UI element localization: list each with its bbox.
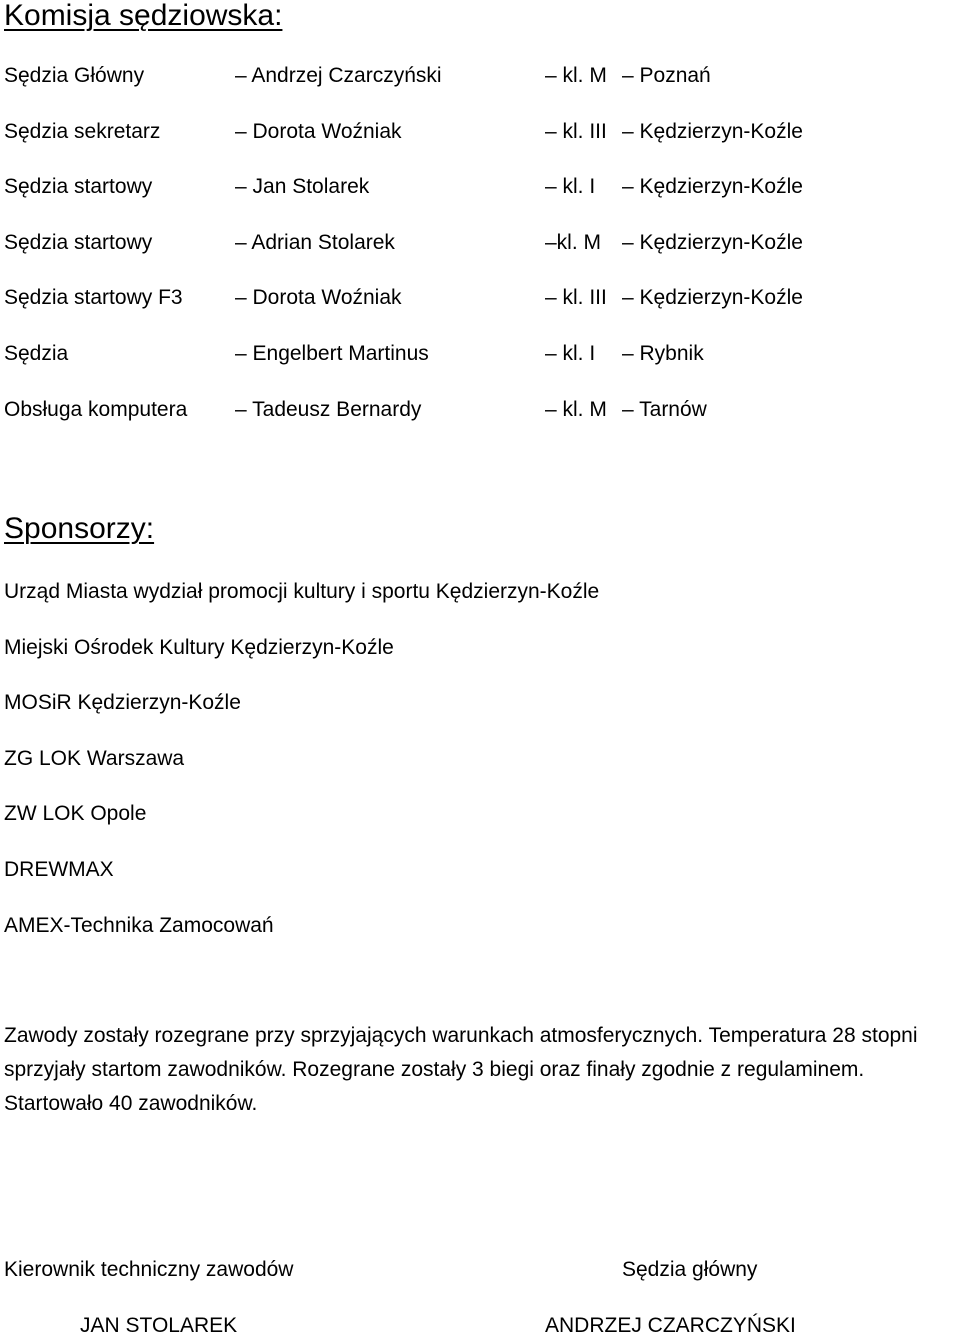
judge-name: – Tadeusz Bernardy (235, 397, 422, 421)
judge-class: – kl. I (545, 341, 596, 365)
judge-name: – Engelbert Martinus (235, 341, 429, 365)
judge-city: – Poznań (622, 64, 711, 87)
sponsor-item: ZW LOK Opole (4, 802, 147, 826)
judge-class: – kl. I (545, 175, 596, 199)
competition-summary (4, 1019, 959, 1121)
judge-row (0, 394, 960, 450)
summary-line: sprzyjały startom zawodników. Rozegrane zostały 3 biegi oraz finały zgodnie z regulaminem. (4, 1058, 865, 1081)
judge-row (0, 171, 960, 227)
sponsor-item: AMEX-Technika Zamocowań (4, 913, 274, 937)
sponsor-item: ZG LOK Warszawa (4, 746, 185, 770)
judge-city: – Kędzierzyn-Koźle (622, 175, 803, 199)
judge-city: – Rybnik (622, 341, 704, 365)
judge-name: – Dorota Woźniak (235, 119, 402, 143)
judge-name: – Dorota Woźniak (235, 286, 402, 310)
judge-class: – kl. III (545, 119, 607, 143)
committee-heading: Komisja sędziowska: (4, 0, 283, 32)
judge-city: – Kędzierzyn-Koźle (622, 119, 803, 143)
summary-line: Zawody zostały rozegrane przy sprzyjających warunkach atmosferycznych. Temperatura 28 stopni (4, 1024, 918, 1047)
judge-role: Sędzia sekretarz (4, 119, 161, 143)
judge-name: – Adrian Stolarek (235, 230, 395, 254)
judge-class: – kl. III (545, 286, 607, 310)
judge-role: Sędzia (4, 341, 69, 365)
judge-row (0, 338, 960, 394)
sponsor-item: MOSiR Kędzierzyn-Koźle (4, 691, 241, 715)
sponsors-heading: Sponsorzy: (4, 512, 155, 545)
head-judge-label: Sędzia główny (622, 1258, 758, 1281)
judge-role: Sędzia Główny (4, 64, 145, 87)
judge-row (0, 227, 960, 283)
judge-name: – Andrzej Czarczyński (235, 64, 442, 87)
summary-line: Startowało 40 zawodników. (4, 1092, 258, 1115)
judge-city: – Kędzierzyn-Koźle (622, 230, 803, 254)
sponsor-item: Miejski Ośrodek Kultury Kędzierzyn-Koźle (4, 635, 394, 659)
head-judge-name: ANDRZEJ CZARCZYŃSKI (545, 1314, 796, 1337)
technical-manager-name: JAN STOLAREK (80, 1314, 238, 1337)
judge-row (0, 116, 960, 172)
judge-city: – Kędzierzyn-Koźle (622, 286, 803, 310)
judge-row (0, 282, 960, 338)
judge-name: – Jan Stolarek (235, 175, 370, 199)
sponsor-item: DREWMAX (4, 857, 114, 881)
technical-manager-label: Kierownik techniczny zawodów (4, 1258, 294, 1281)
sponsor-item: Urząd Miasta wydział promocji kultury i sportu Kędzierzyn-Koźle (4, 580, 600, 603)
judges-list (0, 60, 960, 449)
judge-city: – Tarnów (622, 397, 707, 421)
judge-role: Obsługa komputera (4, 397, 188, 421)
judge-class: – kl. M (545, 397, 607, 421)
judge-class: –kl. M (545, 230, 602, 254)
sponsors-list (4, 575, 954, 964)
judge-role: Sędzia startowy (4, 175, 153, 199)
judge-row (0, 60, 960, 116)
judge-role: Sędzia startowy (4, 230, 153, 254)
judge-class: – kl. M (545, 64, 607, 87)
judge-role: Sędzia startowy F3 (4, 286, 183, 310)
